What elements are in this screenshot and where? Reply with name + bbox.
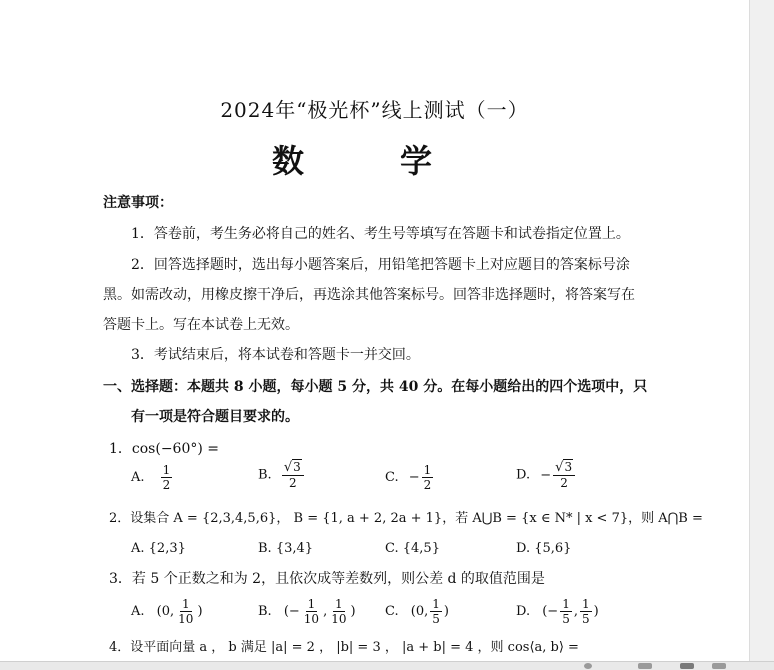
question-4-stem: 4．设平面向量 a ， b 满足 |a| = 2 ， |b| = 3 ， |a + b| = 4 ，则 cos⟨a, b⟩ = <box>109 640 579 655</box>
notice-item-2-end: 答题卡上。写在本试卷上无效。 <box>103 317 299 333</box>
q2-option-a: A. {2,3} <box>131 541 186 556</box>
zoom-icon[interactable] <box>584 663 592 669</box>
q3-option-d: D. (− $\frac{1}{5}$ , $\frac{1}{5}$ ) <box>516 597 599 626</box>
subject-title: 数 学 <box>271 142 464 180</box>
exam-title: 2024年“极光杯”线上测试（一） <box>220 98 529 122</box>
q1-option-a: A. $\frac{1}{2}$ <box>131 463 171 492</box>
q1-option-b: B. $\frac{√3}{2}$ <box>258 460 306 490</box>
multi-page-icon[interactable] <box>712 663 726 669</box>
question-2-stem: 2．设集合 A = {2,3,4,5,6}， B = {1, a + 2, 2a + 1}，若 A⋃B = {x ∈ N* | x < 7}，则 A⋂B = <box>109 511 703 526</box>
notice-heading: 注意事项： <box>103 195 173 211</box>
q2-option-b: B. {3,4} <box>258 541 314 556</box>
question-1-stem: 1．cos(−60°) = <box>109 441 220 457</box>
q1-option-d: D. − $\frac{√3}{2}$ <box>516 460 577 490</box>
q1-option-c: C. − $\frac{1}{2}$ <box>385 463 432 492</box>
section-heading-cont: 有一项是符合题目要求的。 <box>131 409 299 425</box>
notice-item-2: 2．回答选择题时，选出每小题答案后，用铅笔把答题卡上对应题目的答案标号涂 <box>131 257 630 273</box>
q3-option-c: C. (0, $\frac{1}{5}$ ) <box>385 597 449 626</box>
vertical-scrollbar[interactable] <box>749 0 774 661</box>
notice-item-1: 1．答卷前，考生务必将自己的姓名、考生号等填写在答题卡和试卷指定位置上。 <box>131 226 630 242</box>
section-heading: 一、选择题：本题共 8 小题，每小题 5 分，共 40 分。在每小题给出的四个选项中，只 <box>103 379 648 395</box>
q2-option-d: D. {5,6} <box>516 541 572 556</box>
question-3-stem: 3．若 5 个正数之和为 2，且依次成等差数列，则公差 d 的取值范围是 <box>109 571 545 587</box>
notice-item-2-cont: 黑。如需改动，用橡皮擦干净后，再选涂其他答案标号。回答非选择题时，将答案写在 <box>103 287 635 303</box>
q3-option-b: B. (− $\frac{1}{10}$ , $\frac{1}{10}$ ) <box>258 597 356 626</box>
q2-option-c: C. {4,5} <box>385 541 440 556</box>
q3-option-a: A. (0, $\frac{1}{10}$ ) <box>131 597 203 626</box>
notice-item-3: 3．考试结束后，将本试卷和答题卡一并交回。 <box>131 347 420 363</box>
read-mode-icon[interactable] <box>680 663 694 669</box>
page-view-icon[interactable] <box>638 663 652 669</box>
